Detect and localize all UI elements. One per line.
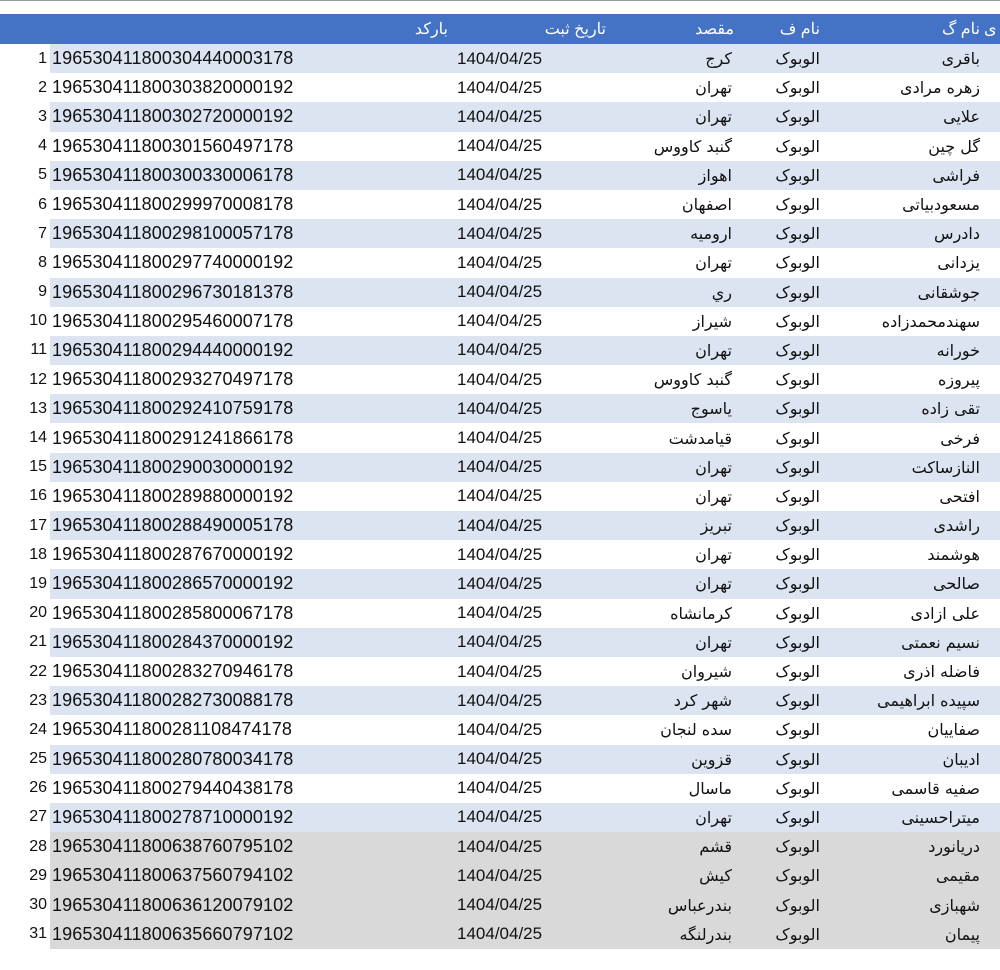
destination-cell[interactable]: بندرلنگه <box>610 920 738 949</box>
destination-cell[interactable]: بندرعباس <box>610 890 738 919</box>
table-row[interactable] <box>0 132 1000 161</box>
header-row <box>0 14 1000 44</box>
extra-cell[interactable] <box>984 657 1000 686</box>
extra-cell[interactable] <box>984 890 1000 919</box>
row-number[interactable]: 24 <box>0 715 50 744</box>
extra-cell[interactable] <box>984 686 1000 715</box>
extra-cell[interactable] <box>984 774 1000 803</box>
barcode-cell[interactable]: 196530411800298100057178 <box>50 219 452 248</box>
last-name-cell[interactable]: تقی زاده <box>824 394 984 423</box>
row-number[interactable]: 25 <box>0 745 50 774</box>
extra-cell[interactable] <box>984 394 1000 423</box>
row-number[interactable]: 22 <box>0 657 50 686</box>
destination-cell[interactable]: تهران <box>610 453 738 482</box>
first-name-cell[interactable]: الوبوک <box>738 920 824 949</box>
barcode-cell[interactable]: 196530411800279440438178 <box>50 774 452 803</box>
first-name-cell[interactable]: الوبوک <box>738 599 824 628</box>
row-number[interactable]: 19 <box>0 569 50 598</box>
last-name-cell[interactable]: شهبازی <box>824 890 984 919</box>
first-name-cell[interactable]: الوبوک <box>738 511 824 540</box>
table-row[interactable] <box>0 657 1000 686</box>
row-number[interactable]: 11 <box>0 336 50 365</box>
column-header-date[interactable]: تاریخ ثبت <box>452 14 610 44</box>
first-name-cell[interactable]: الوبوک <box>738 745 824 774</box>
extra-cell[interactable] <box>984 832 1000 861</box>
row-number[interactable]: 7 <box>0 219 50 248</box>
extra-cell[interactable] <box>984 132 1000 161</box>
last-name-cell[interactable]: پیمان <box>824 920 984 949</box>
date-cell[interactable]: 1404/04/25 <box>452 44 610 73</box>
column-header-extra[interactable]: ی <box>984 14 1000 44</box>
table-row[interactable] <box>0 248 1000 277</box>
date-cell[interactable]: 1404/04/25 <box>452 657 610 686</box>
destination-cell[interactable]: کرمانشاه <box>610 599 738 628</box>
table-row[interactable] <box>0 569 1000 598</box>
barcode-cell[interactable]: 196530411800288490005178 <box>50 511 452 540</box>
last-name-cell[interactable]: افتحی <box>824 482 984 511</box>
last-name-cell[interactable]: خورانه <box>824 336 984 365</box>
first-name-cell[interactable]: الوبوک <box>738 278 824 307</box>
date-cell[interactable]: 1404/04/25 <box>452 803 610 832</box>
destination-cell[interactable]: ري <box>610 278 738 307</box>
last-name-cell[interactable]: فرخی <box>824 423 984 452</box>
destination-cell[interactable]: ماسال <box>610 774 738 803</box>
barcode-cell[interactable]: 196530411800283270946178 <box>50 657 452 686</box>
first-name-cell[interactable]: الوبوک <box>738 657 824 686</box>
extra-cell[interactable] <box>984 190 1000 219</box>
destination-cell[interactable]: گنبد کاووس <box>610 132 738 161</box>
row-number[interactable]: 28 <box>0 832 50 861</box>
first-name-cell[interactable]: الوبوک <box>738 774 824 803</box>
table-row[interactable] <box>0 278 1000 307</box>
row-number-header <box>0 14 50 44</box>
last-name-cell[interactable]: میتراحسینی <box>824 803 984 832</box>
table-row[interactable] <box>0 832 1000 861</box>
extra-cell[interactable] <box>984 803 1000 832</box>
first-name-cell[interactable]: الوبوک <box>738 540 824 569</box>
row-number[interactable]: 4 <box>0 132 50 161</box>
date-cell[interactable]: 1404/04/25 <box>452 336 610 365</box>
barcode-cell[interactable]: 196530411800635660797102 <box>50 920 452 949</box>
column-header-last-name[interactable]: نام گ <box>824 14 984 44</box>
table-row[interactable] <box>0 394 1000 423</box>
extra-cell[interactable] <box>984 569 1000 598</box>
table-row[interactable] <box>0 745 1000 774</box>
table-row[interactable] <box>0 599 1000 628</box>
destination-cell[interactable]: قشم <box>610 832 738 861</box>
row-number[interactable]: 14 <box>0 423 50 452</box>
first-name-cell[interactable]: الوبوک <box>738 248 824 277</box>
table-row[interactable] <box>0 715 1000 744</box>
last-name-cell[interactable]: صفاییان <box>824 715 984 744</box>
table-row[interactable] <box>0 336 1000 365</box>
date-cell[interactable]: 1404/04/25 <box>452 861 610 890</box>
last-name-cell[interactable]: زهره مرادی <box>824 73 984 102</box>
table-row[interactable] <box>0 161 1000 190</box>
last-name-cell[interactable]: هوشمند <box>824 540 984 569</box>
date-cell[interactable]: 1404/04/25 <box>452 920 610 949</box>
first-name-cell[interactable]: الوبوک <box>738 628 824 657</box>
first-name-cell[interactable]: الوبوک <box>738 219 824 248</box>
row-number[interactable]: 6 <box>0 190 50 219</box>
destination-cell[interactable]: تبریز <box>610 511 738 540</box>
date-cell[interactable]: 1404/04/25 <box>452 686 610 715</box>
last-name-cell[interactable]: جوشقانی <box>824 278 984 307</box>
last-name-cell[interactable]: صالحی <box>824 569 984 598</box>
last-name-cell[interactable]: نسیم نعمتی <box>824 628 984 657</box>
first-name-cell[interactable]: الوبوک <box>738 832 824 861</box>
row-number[interactable]: 10 <box>0 307 50 336</box>
barcode-cell[interactable]: 196530411800278710000192 <box>50 803 452 832</box>
table-row[interactable] <box>0 540 1000 569</box>
first-name-cell[interactable]: الوبوک <box>738 686 824 715</box>
last-name-cell[interactable]: صفیه قاسمی <box>824 774 984 803</box>
barcode-cell[interactable]: 196530411800292410759178 <box>50 394 452 423</box>
extra-cell[interactable] <box>984 73 1000 102</box>
destination-cell[interactable]: تهران <box>610 540 738 569</box>
destination-cell[interactable]: تهران <box>610 569 738 598</box>
first-name-cell[interactable]: الوبوک <box>738 715 824 744</box>
barcode-cell[interactable]: 196530411800290030000192 <box>50 453 452 482</box>
last-name-cell[interactable]: علایی <box>824 102 984 131</box>
date-cell[interactable]: 1404/04/25 <box>452 453 610 482</box>
first-name-cell[interactable]: الوبوک <box>738 161 824 190</box>
first-name-cell[interactable]: الوبوک <box>738 132 824 161</box>
table-row[interactable] <box>0 219 1000 248</box>
barcode-cell[interactable]: 196530411800285800067178 <box>50 599 452 628</box>
table-row[interactable] <box>0 423 1000 452</box>
barcode-cell[interactable]: 196530411800300330006178 <box>50 161 452 190</box>
barcode-cell[interactable]: 196530411800291241866178 <box>50 423 452 452</box>
last-name-cell[interactable]: النازساکت <box>824 453 984 482</box>
date-cell[interactable]: 1404/04/25 <box>452 219 610 248</box>
destination-cell[interactable]: شهر کرد <box>610 686 738 715</box>
barcode-cell[interactable]: 196530411800289880000192 <box>50 482 452 511</box>
last-name-cell[interactable]: فاضله اذری <box>824 657 984 686</box>
extra-cell[interactable] <box>984 161 1000 190</box>
table-row[interactable] <box>0 365 1000 394</box>
extra-cell[interactable] <box>984 219 1000 248</box>
barcode-cell[interactable]: 196530411800294440000192 <box>50 336 452 365</box>
row-number[interactable]: 15 <box>0 453 50 482</box>
table-row[interactable] <box>0 73 1000 102</box>
date-cell[interactable]: 1404/04/25 <box>452 774 610 803</box>
destination-cell[interactable]: گنبد کاووس <box>610 365 738 394</box>
row-number[interactable]: 30 <box>0 890 50 919</box>
barcode-cell[interactable]: 196530411800286570000192 <box>50 569 452 598</box>
date-cell[interactable]: 1404/04/25 <box>452 540 610 569</box>
barcode-cell[interactable]: 196530411800280780034178 <box>50 745 452 774</box>
table-row[interactable] <box>0 190 1000 219</box>
extra-cell[interactable] <box>984 336 1000 365</box>
row-number[interactable]: 20 <box>0 599 50 628</box>
first-name-cell[interactable]: الوبوک <box>738 44 824 73</box>
extra-cell[interactable] <box>984 861 1000 890</box>
date-cell[interactable]: 1404/04/25 <box>452 190 610 219</box>
date-cell[interactable]: 1404/04/25 <box>452 745 610 774</box>
date-cell[interactable]: 1404/04/25 <box>452 161 610 190</box>
spreadsheet-table <box>0 14 1000 949</box>
extra-cell[interactable] <box>984 715 1000 744</box>
row-number[interactable]: 2 <box>0 73 50 102</box>
last-name-cell[interactable]: یزدانی <box>824 248 984 277</box>
destination-cell[interactable]: قیامدشت <box>610 423 738 452</box>
first-name-cell[interactable]: الوبوک <box>738 336 824 365</box>
barcode-cell[interactable]: 196530411800299970008178 <box>50 190 452 219</box>
extra-cell[interactable] <box>984 453 1000 482</box>
extra-cell[interactable] <box>984 44 1000 73</box>
row-number[interactable]: 21 <box>0 628 50 657</box>
date-cell[interactable]: 1404/04/25 <box>452 248 610 277</box>
first-name-cell[interactable]: الوبوک <box>738 102 824 131</box>
destination-cell[interactable]: کیش <box>610 861 738 890</box>
first-name-cell[interactable]: الوبوک <box>738 394 824 423</box>
barcode-cell[interactable]: 196530411800637560794102 <box>50 861 452 890</box>
table-row[interactable] <box>0 307 1000 336</box>
barcode-cell[interactable]: 196530411800293270497178 <box>50 365 452 394</box>
row-number[interactable]: 13 <box>0 394 50 423</box>
row-number[interactable]: 12 <box>0 365 50 394</box>
extra-cell[interactable] <box>984 423 1000 452</box>
table-row[interactable] <box>0 686 1000 715</box>
table-row[interactable] <box>0 44 1000 73</box>
barcode-cell[interactable]: 196530411800281108474178 <box>50 715 452 744</box>
date-cell[interactable]: 1404/04/25 <box>452 132 610 161</box>
destination-cell[interactable]: تهران <box>610 248 738 277</box>
last-name-cell[interactable]: ادیبان <box>824 745 984 774</box>
destination-cell[interactable]: تهران <box>610 628 738 657</box>
destination-cell[interactable]: تهران <box>610 102 738 131</box>
last-name-cell[interactable]: پیروزه <box>824 365 984 394</box>
destination-cell[interactable]: قزوین <box>610 745 738 774</box>
row-number[interactable]: 1 <box>0 44 50 73</box>
last-name-cell[interactable]: گل چین <box>824 132 984 161</box>
last-name-cell[interactable]: فراشی <box>824 161 984 190</box>
row-number[interactable]: 9 <box>0 278 50 307</box>
destination-cell[interactable]: شیراز <box>610 307 738 336</box>
extra-cell[interactable] <box>984 920 1000 949</box>
barcode-cell[interactable]: 196530411800284370000192 <box>50 628 452 657</box>
table-row[interactable] <box>0 511 1000 540</box>
destination-cell[interactable]: تهران <box>610 73 738 102</box>
barcode-cell[interactable]: 196530411800303820000192 <box>50 73 452 102</box>
extra-cell[interactable] <box>984 102 1000 131</box>
row-number[interactable]: 23 <box>0 686 50 715</box>
last-name-cell[interactable]: مقیمی <box>824 861 984 890</box>
first-name-cell[interactable]: الوبوک <box>738 861 824 890</box>
first-name-cell[interactable]: الوبوک <box>738 307 824 336</box>
destination-cell[interactable]: سده لنجان <box>610 715 738 744</box>
extra-cell[interactable] <box>984 307 1000 336</box>
last-name-cell[interactable]: علی ازادی <box>824 599 984 628</box>
last-name-cell[interactable]: سهندمحمدزاده <box>824 307 984 336</box>
first-name-cell[interactable]: الوبوک <box>738 73 824 102</box>
first-name-cell[interactable]: الوبوک <box>738 365 824 394</box>
first-name-cell[interactable]: الوبوک <box>738 890 824 919</box>
barcode-cell[interactable]: 196530411800287670000192 <box>50 540 452 569</box>
column-header-destination[interactable]: مقصد <box>610 14 738 44</box>
barcode-cell[interactable]: 196530411800304440003178 <box>50 44 452 73</box>
barcode-cell[interactable]: 196530411800302720000192 <box>50 102 452 131</box>
barcode-cell[interactable]: 196530411800636120079102 <box>50 890 452 919</box>
first-name-cell[interactable]: الوبوک <box>738 423 824 452</box>
first-name-cell[interactable]: الوبوک <box>738 482 824 511</box>
table-row[interactable] <box>0 628 1000 657</box>
date-cell[interactable]: 1404/04/25 <box>452 482 610 511</box>
date-cell[interactable]: 1404/04/25 <box>452 832 610 861</box>
row-number[interactable]: 16 <box>0 482 50 511</box>
barcode-cell[interactable]: 196530411800295460007178 <box>50 307 452 336</box>
extra-cell[interactable] <box>984 482 1000 511</box>
date-cell[interactable]: 1404/04/25 <box>452 394 610 423</box>
date-cell[interactable]: 1404/04/25 <box>452 278 610 307</box>
row-number[interactable]: 31 <box>0 920 50 949</box>
destination-cell[interactable]: شیروان <box>610 657 738 686</box>
extra-cell[interactable] <box>984 628 1000 657</box>
date-cell[interactable]: 1404/04/25 <box>452 569 610 598</box>
top-border-line <box>0 0 1000 1</box>
extra-cell[interactable] <box>984 745 1000 774</box>
date-cell[interactable]: 1404/04/25 <box>452 715 610 744</box>
barcode-cell[interactable]: 196530411800296730181378 <box>50 278 452 307</box>
extra-cell[interactable] <box>984 248 1000 277</box>
last-name-cell[interactable]: دریانورد <box>824 832 984 861</box>
last-name-cell[interactable]: باقری <box>824 44 984 73</box>
date-cell[interactable]: 1404/04/25 <box>452 599 610 628</box>
row-number[interactable]: 26 <box>0 774 50 803</box>
table-row[interactable] <box>0 803 1000 832</box>
last-name-cell[interactable]: مسعودبیاتی <box>824 190 984 219</box>
row-number[interactable]: 17 <box>0 511 50 540</box>
row-number[interactable]: 3 <box>0 102 50 131</box>
table-row[interactable] <box>0 890 1000 919</box>
destination-cell[interactable]: یاسوج <box>610 394 738 423</box>
row-number[interactable]: 27 <box>0 803 50 832</box>
last-name-cell[interactable]: دادرس <box>824 219 984 248</box>
row-number[interactable]: 8 <box>0 248 50 277</box>
barcode-cell[interactable]: 196530411800638760795102 <box>50 832 452 861</box>
table-row[interactable] <box>0 861 1000 890</box>
table-row[interactable] <box>0 102 1000 131</box>
barcode-cell[interactable]: 196530411800282730088178 <box>50 686 452 715</box>
destination-cell[interactable]: اصفهان <box>610 190 738 219</box>
first-name-cell[interactable]: الوبوک <box>738 190 824 219</box>
first-name-cell[interactable]: الوبوک <box>738 453 824 482</box>
extra-cell[interactable] <box>984 511 1000 540</box>
date-cell[interactable]: 1404/04/25 <box>452 365 610 394</box>
destination-cell[interactable]: ارومیه <box>610 219 738 248</box>
table-row[interactable] <box>0 774 1000 803</box>
date-cell[interactable]: 1404/04/25 <box>452 423 610 452</box>
column-header-first-name[interactable]: نام ف <box>738 14 824 44</box>
date-cell[interactable]: 1404/04/25 <box>452 73 610 102</box>
destination-cell[interactable]: تهران <box>610 336 738 365</box>
last-name-cell[interactable]: راشدی <box>824 511 984 540</box>
destination-cell[interactable]: تهران <box>610 482 738 511</box>
last-name-cell[interactable]: سپیده ابراهیمی <box>824 686 984 715</box>
date-cell[interactable]: 1404/04/25 <box>452 307 610 336</box>
date-cell[interactable]: 1404/04/25 <box>452 511 610 540</box>
table-row[interactable] <box>0 453 1000 482</box>
barcode-cell[interactable]: 196530411800301560497178 <box>50 132 452 161</box>
destination-cell[interactable]: کرج <box>610 44 738 73</box>
date-cell[interactable]: 1404/04/25 <box>452 890 610 919</box>
column-header-barcode[interactable]: بارکد <box>50 14 452 44</box>
table-row[interactable] <box>0 482 1000 511</box>
table-row[interactable] <box>0 920 1000 949</box>
first-name-cell[interactable]: الوبوک <box>738 803 824 832</box>
extra-cell[interactable] <box>984 278 1000 307</box>
destination-cell[interactable]: تهران <box>610 803 738 832</box>
first-name-cell[interactable]: الوبوک <box>738 569 824 598</box>
row-number[interactable]: 5 <box>0 161 50 190</box>
destination-cell[interactable]: اهواز <box>610 161 738 190</box>
extra-cell[interactable] <box>984 599 1000 628</box>
barcode-cell[interactable]: 196530411800297740000192 <box>50 248 452 277</box>
extra-cell[interactable] <box>984 365 1000 394</box>
date-cell[interactable]: 1404/04/25 <box>452 102 610 131</box>
table-body <box>0 44 1000 949</box>
row-number[interactable]: 18 <box>0 540 50 569</box>
date-cell[interactable]: 1404/04/25 <box>452 628 610 657</box>
row-number[interactable]: 29 <box>0 861 50 890</box>
extra-cell[interactable] <box>984 540 1000 569</box>
